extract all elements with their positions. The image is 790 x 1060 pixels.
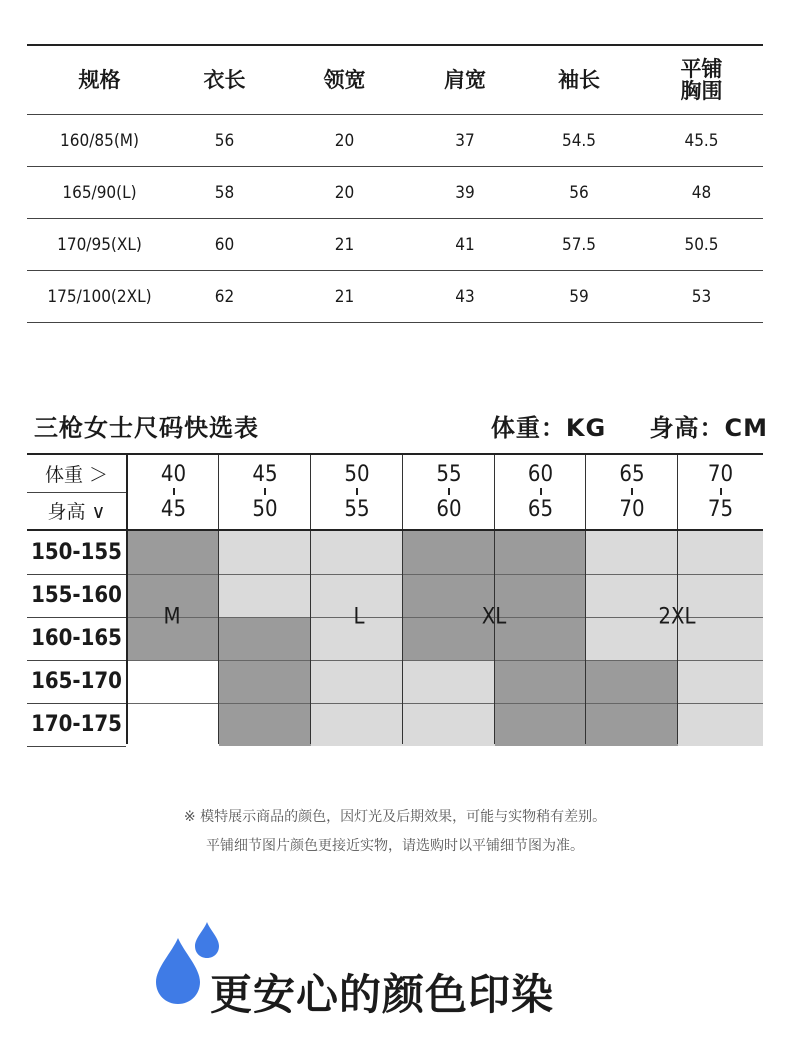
weight-range-from: 65: [619, 461, 645, 487]
spec-header-row: [27, 46, 763, 115]
grid-col-divider: [402, 455, 403, 744]
weight-range-header: [311, 455, 403, 529]
height-range-label: 160-165: [27, 617, 126, 661]
table-cell: 57.5: [561, 234, 597, 255]
banner-title: 更安心的颜色印染: [210, 970, 555, 1019]
weight-range-header: [495, 455, 586, 529]
weight-range-to: 60: [436, 496, 462, 522]
height-range-label: 165-170: [27, 660, 126, 704]
table-row: [27, 271, 763, 323]
size-grid-cell: [128, 660, 219, 703]
spec-header-cell: 肩宽: [444, 68, 486, 92]
size-grid-cell: [403, 531, 495, 574]
size-grid-cell: [678, 703, 763, 746]
size-grid-cell: [403, 703, 495, 746]
table-cell: 48: [691, 182, 712, 203]
size-grid-cell: [403, 660, 495, 703]
color-disclaimer-note: ※ 模特展示商品的颜色，因灯光及后期效果，可能与实物稍有差别。: [183, 809, 607, 825]
size-grid-cell: [495, 703, 586, 746]
weight-range-to: 75: [707, 496, 734, 522]
size-label-m: M: [163, 604, 181, 630]
table-cell: 41: [455, 234, 475, 255]
table-row: [27, 219, 763, 271]
weight-range-to: 65: [527, 496, 554, 522]
table-cell: 45.5: [684, 130, 719, 151]
size-grid-cell: [586, 703, 678, 746]
range-tick: [173, 488, 175, 495]
grid-row-divider: [128, 574, 763, 575]
size-grid-cell: [678, 660, 763, 703]
size-grid-cell: [311, 703, 403, 746]
grid-border-line: [126, 453, 128, 744]
quick-select-title: 三枪女士尺码快选表: [34, 414, 259, 442]
table-cell: 60: [214, 234, 235, 255]
weight-range-from: 40: [160, 461, 187, 487]
size-grid-cell: [128, 703, 219, 746]
height-axis-label: 身高 ∨: [47, 501, 106, 523]
size-grid-cell: [678, 531, 763, 574]
height-range-label: 155-160: [27, 574, 126, 618]
weight-range-from: 70: [707, 461, 734, 487]
table-cell: 20: [334, 130, 355, 151]
table-row: [27, 115, 763, 167]
grid-col-divider: [218, 455, 219, 744]
weight-range-from: 55: [436, 461, 462, 487]
range-tick: [264, 488, 266, 495]
flat-lay-note: 平铺细节图片颜色更接近实物，请选购时以平铺细节图为准。: [206, 838, 584, 854]
table-cell: 53: [691, 286, 712, 307]
grid-col-divider: [677, 455, 678, 744]
range-tick: [448, 488, 450, 495]
spec-header-cell: 领宽: [323, 68, 366, 92]
size-label-2xl: 2XL: [658, 604, 696, 630]
weight-range-header: [128, 455, 219, 529]
weight-unit-label: 体重：KG: [490, 414, 607, 442]
size-grid-cell: [219, 574, 311, 617]
grid-row-divider: [128, 703, 763, 704]
table-cell: 54.5: [561, 130, 597, 151]
size-grid-cell: [495, 574, 586, 617]
weight-range-header: [586, 455, 678, 529]
weight-range-to: 55: [344, 496, 370, 522]
size-spec-table: [27, 44, 763, 323]
grid-border-line: [27, 453, 763, 455]
height-unit-label: 身高：CM: [649, 414, 768, 442]
table-cell: 62: [214, 286, 235, 307]
size-grid-cell: [128, 531, 219, 574]
table-cell: 37: [455, 130, 475, 151]
table-cell: 59: [569, 286, 589, 307]
table-cell: 20: [334, 182, 355, 203]
table-cell: 58: [214, 182, 235, 203]
grid-col-divider: [585, 455, 586, 744]
table-cell: 39: [455, 182, 475, 203]
range-tick: [356, 488, 358, 495]
weight-range-from: 45: [252, 461, 278, 487]
weight-range-to: 70: [619, 496, 645, 522]
range-tick: [720, 488, 722, 495]
size-grid-cell: [586, 531, 678, 574]
table-cell: 21: [334, 286, 355, 307]
size-label-l: L: [353, 604, 365, 630]
weight-range-header: [678, 455, 763, 529]
size-grid-cell: [495, 660, 586, 703]
table-cell: 165/90(L): [62, 182, 137, 203]
weight-range-header: [403, 455, 495, 529]
spec-header-cell: 规格: [78, 68, 121, 92]
table-cell: 175/100(2XL): [47, 286, 152, 307]
size-grid-cell: [219, 660, 311, 703]
table-cell: 21: [334, 234, 355, 255]
range-tick: [540, 488, 542, 495]
spec-header-cell: 平铺 胸围: [680, 57, 723, 103]
grid-border-line: [27, 529, 763, 531]
table-cell: 50.5: [684, 234, 719, 255]
weight-range-to: 45: [160, 496, 187, 522]
size-grid-cell: [586, 660, 678, 703]
size-grid-cell: [495, 617, 586, 660]
size-grid-cell: [219, 531, 311, 574]
size-grid-cell: [495, 531, 586, 574]
grid-col-divider: [494, 455, 495, 744]
table-cell: 43: [455, 286, 475, 307]
size-grid-cell: [311, 660, 403, 703]
height-range-label: 150-155: [27, 531, 126, 575]
height-range-label: 170-175: [27, 703, 126, 747]
grid-col-divider: [310, 455, 311, 744]
size-label-xl: XL: [481, 604, 507, 630]
table-row: [27, 167, 763, 219]
size-quick-select-grid: [27, 453, 763, 744]
weight-axis-label: 体重 ＞: [27, 455, 126, 493]
table-cell: 160/85(M): [60, 130, 139, 151]
spec-header-cell: 衣长: [203, 68, 246, 92]
table-cell: 56: [214, 130, 235, 151]
grid-row-divider: [128, 660, 763, 661]
weight-range-from: 50: [344, 461, 370, 487]
table-cell: 56: [569, 182, 589, 203]
table-cell: 170/95(XL): [57, 234, 142, 255]
weight-range-header: [219, 455, 311, 529]
weight-range-to: 50: [252, 496, 278, 522]
size-grid-cell: [219, 617, 311, 660]
spec-header-cell: 袖长: [558, 68, 600, 92]
size-grid-cell: [219, 703, 311, 746]
size-grid-cell: [311, 531, 403, 574]
quick-select-units: [491, 408, 768, 443]
range-tick: [631, 488, 633, 495]
weight-range-from: 60: [527, 461, 554, 487]
